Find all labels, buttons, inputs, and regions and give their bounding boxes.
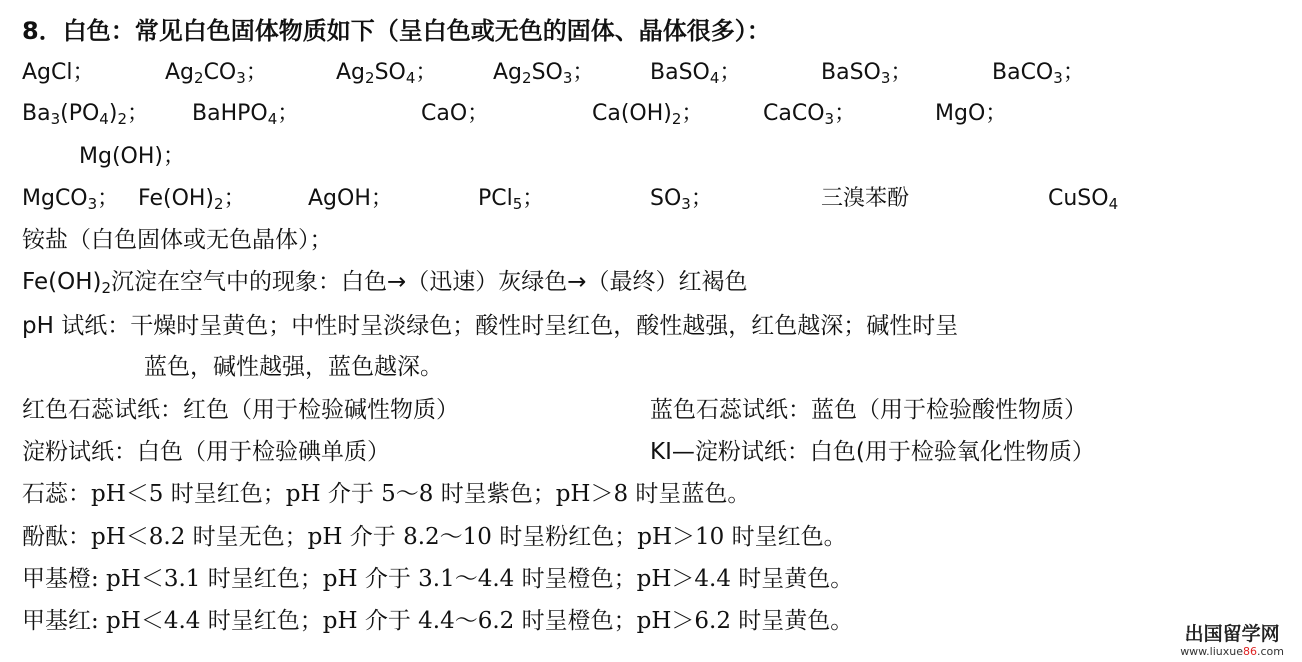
watermark-url-number: 86 (1243, 645, 1257, 658)
formula-item (992, 58, 1085, 88)
formula-text: CO (203, 60, 237, 85)
formula-text: (PO (60, 101, 100, 126)
formula-subscript: 2 (671, 110, 682, 128)
formula-text: BaHPO (192, 101, 268, 126)
formula-subscript: 4 (709, 69, 720, 87)
formula-text: BaCO (992, 60, 1054, 85)
starch-paper: 淀粉试纸：白色（用于检验碘单质） (22, 439, 390, 465)
formula-item (493, 58, 594, 88)
formula-subscript: 2 (194, 69, 204, 87)
ph-paper-line-2: 蓝色，碱性越强，蓝色越深。 (144, 354, 443, 380)
formula-text: ； (522, 186, 545, 211)
watermark-url-post: .com (1257, 645, 1284, 658)
formula-item (79, 142, 185, 172)
feoh2-subscript: 2 (101, 279, 112, 297)
formula-item (935, 99, 1007, 129)
formula-text: Ba (22, 101, 51, 126)
indicator-methyl-orange: 甲基橙: pH＜3.1 时呈红色；pH 介于 3.1～4.4 时呈橙色；pH＞4.4 时呈黄色。 (22, 566, 854, 592)
red-litmus-paper: 红色石蕊试纸：红色（用于检验碱性物质） (22, 397, 459, 423)
formula-subscript: 2 (117, 110, 127, 128)
formula-text: ； (890, 60, 913, 85)
formula-subscript: 2 (214, 195, 224, 213)
formula-text: SO (531, 60, 563, 85)
formula-item (592, 99, 703, 129)
formula-text: ； (834, 101, 857, 126)
watermark-url-pre: www.liuxue (1180, 645, 1243, 658)
formula-text: Ca(OH) (592, 101, 672, 126)
formula-text: ； (126, 101, 149, 126)
ph-paper-line-1: pH 试纸：干燥时呈黄色；中性时呈淡绿色；酸性时呈红色，酸性越强，红色越深；碱性时呈 (22, 313, 959, 339)
formula-text: ； (719, 60, 742, 85)
formula-subscript: 3 (50, 110, 61, 128)
ammonium-salt-note: 铵盐（白色固体或无色晶体）； (22, 227, 333, 253)
formula-text: BaSO (821, 60, 881, 85)
formula-item (821, 58, 912, 88)
formula-subscript: 2 (522, 69, 532, 87)
formula-item (22, 58, 95, 88)
indicator-litmus: 石蕊：pH＜5 时呈红色；pH 介于 5～8 时呈紫色；pH＞8 时呈蓝色。 (22, 481, 751, 507)
formula-text: Mg(OH)； (79, 144, 185, 169)
formula-text: AgOH； (308, 186, 393, 211)
formula-item (192, 99, 299, 129)
formula-text: BaSO (650, 60, 710, 85)
site-watermark (1180, 623, 1284, 658)
formula-subscript: 3 (681, 195, 691, 213)
formula-text: ； (572, 60, 595, 85)
formula-subscript: 3 (87, 195, 98, 213)
feoh2-formula: Fe(OH) (22, 269, 102, 295)
indicator-methyl-red: 甲基红: pH＜4.4 时呈红色；pH 介于 4.4～6.2 时呈橙色；pH＞6.2 时呈黄色。 (22, 608, 854, 634)
formula-subscript: 5 (512, 195, 523, 213)
formula-text: CuSO (1048, 186, 1109, 211)
formula-item (421, 99, 489, 129)
formula-text: ； (1062, 60, 1085, 85)
formula-text: SO (374, 60, 406, 85)
formula-item (821, 184, 909, 214)
formula-item (138, 184, 246, 214)
formula-text: CaCO (763, 101, 825, 126)
formula-text: Ag (493, 60, 523, 85)
formula-subscript: 3 (236, 69, 246, 87)
formula-item (1048, 184, 1118, 214)
formula-text: ； (415, 60, 438, 85)
formula-item (650, 184, 713, 214)
indicator-phenolphthalein: 酚酞：pH＜8.2 时呈无色；pH 介于 8.2～10 时呈粉红色；pH＞10 时呈红色。 (22, 524, 847, 550)
formula-text: MgCO (22, 186, 88, 211)
formula-item (650, 58, 741, 88)
formula-subscript: 3 (824, 110, 835, 128)
formula-text: ； (277, 101, 300, 126)
formula-text: Fe(OH) (138, 186, 215, 211)
formula-item (308, 184, 393, 214)
formula-text: ) (108, 101, 118, 126)
formula-text: Ag (336, 60, 366, 85)
blue-litmus-paper: 蓝色石蕊试纸：蓝色（用于检验酸性物质） (650, 397, 1087, 423)
watermark-url (1180, 645, 1284, 658)
formula-subscript: 4 (1108, 195, 1119, 213)
formula-text: PCl (478, 186, 513, 211)
formula-text: ； (97, 186, 120, 211)
formula-subscript: 3 (880, 69, 891, 87)
formula-text: ； (681, 101, 704, 126)
formula-item (763, 99, 856, 129)
watermark-title: 出国留学网 (1184, 623, 1280, 645)
formula-text: ； (223, 186, 246, 211)
formula-item (22, 99, 149, 129)
formula-subscript: 4 (99, 110, 109, 128)
section-title: 8．白色：常见白色固体物质如下（呈白色或无色的固体、晶体很多）： (22, 17, 771, 45)
formula-text: CaO； (421, 101, 490, 126)
feoh2-observation (22, 267, 748, 297)
formula-text: 三溴苯酚 (821, 186, 910, 211)
formula-item (336, 58, 437, 88)
formula-text: ； (690, 186, 713, 211)
formula-item (478, 184, 544, 214)
formula-text: ； (245, 60, 268, 85)
formula-subscript: 3 (562, 69, 573, 87)
formula-subscript: 4 (405, 69, 416, 87)
formula-text: AgCl； (22, 60, 95, 85)
formula-text: SO (650, 186, 682, 211)
formula-item (22, 184, 119, 214)
formula-subscript: 3 (1053, 69, 1063, 87)
formula-item (165, 58, 268, 88)
formula-text: MgO； (935, 101, 1008, 126)
feoh2-text: 沉淀在空气中的现象：白色→（迅速）灰绿色→（最终）红褐色 (111, 269, 748, 295)
formula-subscript: 4 (267, 110, 278, 128)
ki-starch-paper: KI—淀粉试纸：白色(用于检验氧化性物质） (650, 439, 1095, 465)
formula-subscript: 2 (365, 69, 375, 87)
formula-text: Ag (165, 60, 195, 85)
